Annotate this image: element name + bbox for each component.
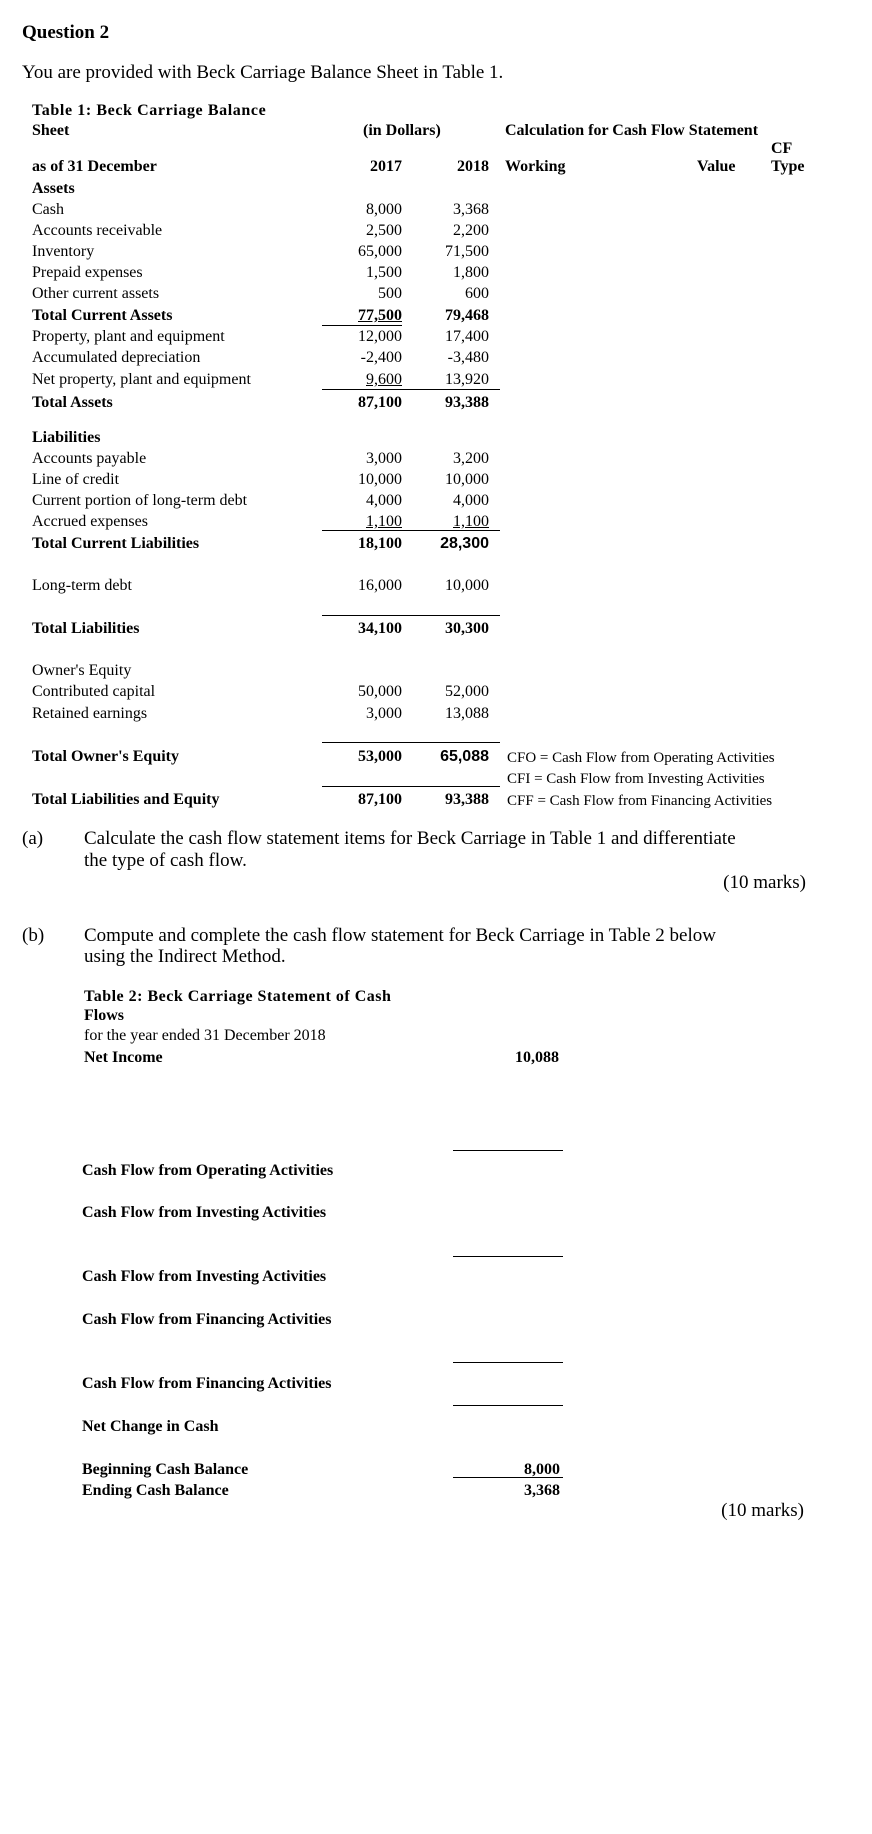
row-label: Accrued expenses — [32, 513, 148, 530]
value-2018: 13,920 — [445, 371, 489, 388]
value-2017: 500 — [378, 285, 402, 302]
table-row — [0, 328, 872, 348]
value-2018: 3,368 — [453, 201, 489, 218]
row-label: Total Assets — [32, 394, 113, 411]
value-2018: 1,800 — [453, 264, 489, 281]
row-label: Total Liabilities and Equity — [32, 791, 220, 808]
table-row — [0, 349, 872, 369]
intro-text: You are provided with Beck Carriage Balance Sheet in Table 1. — [22, 62, 504, 83]
answer-line — [453, 1405, 563, 1406]
row-label: Cash Flow from Investing Activities — [82, 1268, 327, 1285]
value-2017: 87,100 — [358, 791, 402, 808]
row-label: Accounts payable — [32, 450, 147, 467]
table-row-total — [0, 394, 872, 414]
year-2017: 2017 — [370, 158, 402, 175]
value-2017: 18,100 — [358, 535, 402, 552]
table2-title: Table 2: Beck Carriage Statement of Cash — [84, 988, 392, 1005]
table-row — [0, 705, 872, 725]
equity-heading — [0, 662, 872, 682]
table-row — [0, 492, 872, 512]
row-value: 10,088 — [515, 1049, 559, 1066]
value-2018: 10,000 — [445, 577, 489, 594]
table-row — [0, 201, 872, 221]
row-label: Property, plant and equipment — [32, 328, 225, 345]
table-row-total — [0, 620, 872, 640]
row-label: Net Change in Cash — [82, 1418, 219, 1435]
legend-cff: CFF = Cash Flow from Financing Activities — [507, 793, 773, 809]
part-a-label: (a) — [22, 828, 44, 849]
row-label: Cash Flow from Financing Activities — [82, 1311, 332, 1328]
part-b-line1: Compute and complete the cash flow statement for Beck Carriage in Table 2 below — [84, 925, 716, 946]
value-2018: 2,200 — [453, 222, 489, 239]
answer-line — [453, 1256, 563, 1257]
row-label: Prepaid expenses — [32, 264, 143, 281]
value-2017: 53,000 — [358, 748, 402, 765]
table-row — [0, 577, 872, 597]
value-2017: 4,000 — [366, 492, 402, 509]
rule — [322, 325, 402, 326]
table-row — [0, 683, 872, 703]
value-2017: -2,400 — [360, 349, 402, 366]
value-2017: 16,000 — [358, 577, 402, 594]
value-2018: 10,000 — [445, 471, 489, 488]
row-label: Current portion of long-term debt — [32, 492, 248, 509]
part-b-line2: using the Indirect Method. — [84, 946, 286, 967]
value-2018: 52,000 — [445, 683, 489, 700]
legend-cfo: CFO = Cash Flow from Operating Activities — [507, 750, 775, 766]
value-2018: 28,300 — [440, 535, 489, 552]
row-label: Total Current Liabilities — [32, 535, 200, 552]
row-label: Contributed capital — [32, 683, 156, 700]
rule — [322, 389, 500, 390]
value-2017: 50,000 — [358, 683, 402, 700]
heading-label: Liabilities — [32, 429, 101, 446]
row-label: Total Liabilities — [32, 620, 140, 637]
table-row-total — [0, 307, 872, 327]
value-2017: 1,100 — [366, 513, 402, 530]
value-2018: 30,300 — [445, 620, 489, 637]
table2-subtitle: for the year ended 31 December 2018 — [84, 1027, 326, 1044]
row-label: Inventory — [32, 243, 95, 260]
value-2017: 34,100 — [358, 620, 402, 637]
rule — [322, 615, 500, 616]
value-2017: 8,000 — [366, 201, 402, 218]
value-2018: 65,088 — [440, 748, 489, 765]
table2-title-cont: Flows — [84, 1007, 124, 1024]
value-2017: 10,000 — [358, 471, 402, 488]
row-label: Cash Flow from Operating Activities — [82, 1162, 334, 1179]
table1-title-cont: Sheet — [32, 122, 70, 139]
assets-heading: Assets — [32, 180, 75, 197]
row-label: Accounts receivable — [32, 222, 163, 239]
table-row — [0, 243, 872, 263]
year-2018: 2018 — [457, 158, 489, 175]
value-2017: 87,100 — [358, 394, 402, 411]
row-label: Accumulated depreciation — [32, 349, 201, 366]
row-label: Other current assets — [32, 285, 160, 302]
row-value: 3,368 — [524, 1482, 560, 1499]
row-label: Total Current Assets — [32, 307, 173, 324]
row-label: Cash — [32, 201, 64, 218]
value-2017: 12,000 — [358, 328, 402, 345]
value-2018: -3,480 — [447, 349, 489, 366]
rule — [322, 786, 500, 787]
value-2018: 4,000 — [453, 492, 489, 509]
value-2017: 3,000 — [366, 705, 402, 722]
value-2018: 71,500 — [445, 243, 489, 260]
value-2017: 3,000 — [366, 450, 402, 467]
value-2017: 1,500 — [366, 264, 402, 281]
value-2017: 77,500 — [358, 307, 402, 324]
value-2018: 93,388 — [445, 394, 489, 411]
table-row — [0, 471, 872, 491]
value-2017: 2,500 — [366, 222, 402, 239]
in-dollars-label: (in Dollars) — [363, 122, 441, 139]
row-label: Cash Flow from Investing Activities — [82, 1204, 327, 1221]
value-2018: 13,088 — [445, 705, 489, 722]
value-2018: 600 — [465, 285, 489, 302]
row-label: Retained earnings — [32, 705, 148, 722]
value-2018: 3,200 — [453, 450, 489, 467]
cf-header: CF — [771, 140, 793, 157]
part-a-line2: the type of cash flow. — [84, 850, 247, 871]
row-label: Net Income — [84, 1049, 163, 1066]
heading-label: Owner's Equity — [32, 662, 132, 679]
row-value: 8,000 — [524, 1461, 560, 1478]
row-label: Beginning Cash Balance — [82, 1461, 249, 1478]
row-label: Total Owner's Equity — [32, 748, 179, 765]
table-row — [0, 222, 872, 242]
calc-header: Calculation for Cash Flow Statement — [505, 122, 759, 139]
answer-line — [453, 1150, 563, 1151]
part-b-marks: (10 marks) — [721, 1500, 804, 1521]
row-label: Ending Cash Balance — [82, 1482, 229, 1499]
value-2018: 93,388 — [445, 791, 489, 808]
value-header: Value — [697, 158, 736, 175]
row-label: Long-term debt — [32, 577, 132, 594]
table-row — [0, 285, 872, 305]
row-label: Line of credit — [32, 471, 120, 488]
value-2018: 79,468 — [445, 307, 489, 324]
value-2017: 9,600 — [366, 371, 402, 388]
question-title: Question 2 — [22, 22, 110, 43]
liabilities-heading — [0, 429, 872, 449]
part-a-marks: (10 marks) — [723, 872, 806, 893]
table1-title: Table 1: Beck Carriage Balance — [32, 102, 267, 119]
answer-line — [453, 1362, 563, 1363]
value-2018: 1,100 — [453, 513, 489, 530]
table-row — [0, 450, 872, 470]
rule — [322, 742, 500, 743]
table-row — [0, 371, 872, 391]
legend-cfi: CFI = Cash Flow from Investing Activities — [507, 771, 765, 787]
value-2017: 65,000 — [358, 243, 402, 260]
working-header: Working — [505, 158, 566, 175]
type-header: Type — [771, 158, 805, 175]
part-a-line1: Calculate the cash flow statement items for Beck Carriage in Table 1 and differentiate — [84, 828, 736, 849]
table-row — [0, 264, 872, 284]
as-of-label: as of 31 December — [32, 158, 157, 175]
part-b-label: (b) — [22, 925, 45, 946]
value-2018: 17,400 — [445, 328, 489, 345]
rule — [322, 530, 500, 531]
row-label: Net property, plant and equipment — [32, 371, 251, 388]
table-row-total — [0, 535, 872, 555]
row-label: Cash Flow from Financing Activities — [82, 1375, 332, 1392]
